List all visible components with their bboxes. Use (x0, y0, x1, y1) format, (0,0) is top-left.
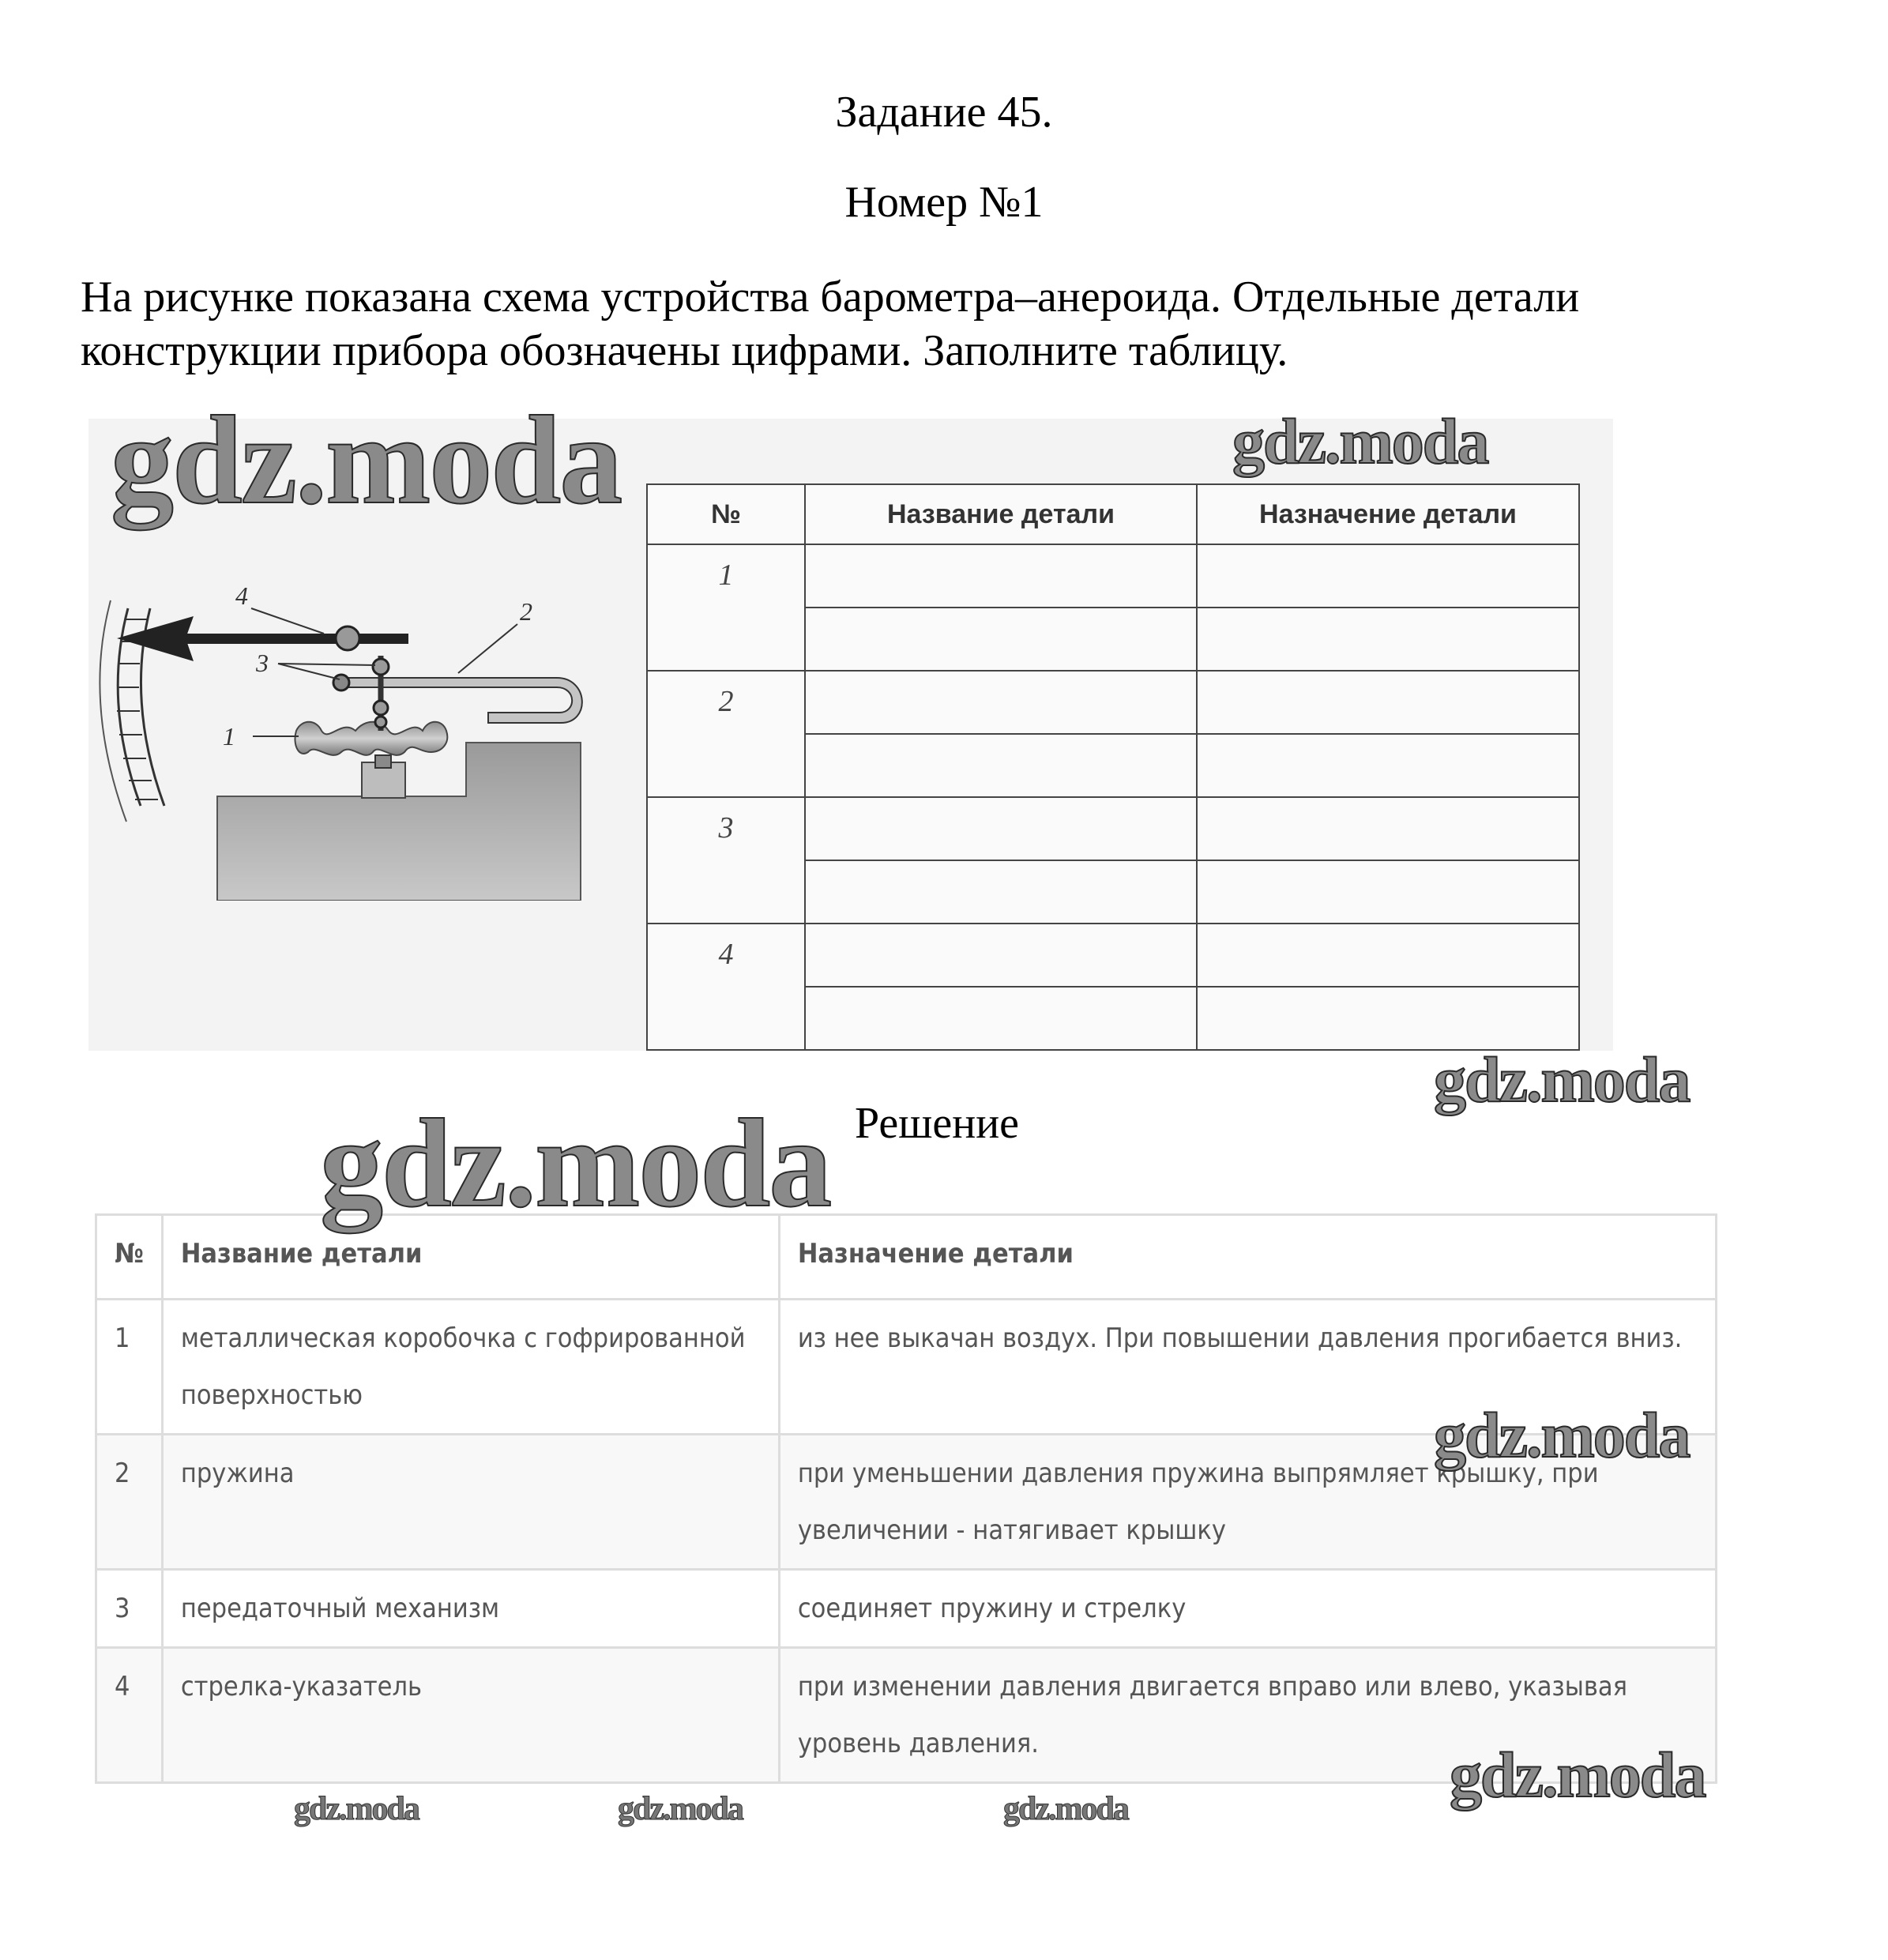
solution-label: Решение (855, 1099, 1020, 1148)
blank-row-number: 2 (647, 671, 805, 797)
figure-label-1: 1 (223, 722, 235, 751)
solution-header-name: Название детали (162, 1215, 779, 1300)
blank-row-number: 3 (647, 797, 805, 924)
watermark-logo: gdz.moda (1450, 1739, 1706, 1811)
blank-header-num: № (647, 484, 805, 544)
aneroid-box (295, 722, 447, 755)
blank-cell[interactable] (805, 860, 1197, 924)
blank-cell[interactable] (805, 734, 1197, 797)
solution-header-num: № (96, 1215, 163, 1300)
watermark-logo: gdz.moda (294, 1791, 419, 1827)
watermark-logo: gdz.moda (1434, 1044, 1690, 1115)
blank-cell[interactable] (1197, 797, 1579, 860)
transmission-mechanism (333, 656, 389, 731)
blank-row-number: 1 (647, 544, 805, 671)
watermark-logo: gdz.moda (1434, 1399, 1690, 1471)
blank-cell[interactable] (1197, 987, 1579, 1050)
row-number: 3 (96, 1570, 163, 1648)
blank-cell[interactable] (1197, 924, 1579, 987)
part-name: стрелка-указатель (162, 1648, 779, 1783)
table-row (96, 1570, 1717, 1648)
watermark-logo: gdz.moda (618, 1791, 743, 1827)
figure-label-4: 4 (235, 581, 248, 610)
watermark-logo: gdz.moda (320, 1093, 831, 1233)
blank-worksheet-table (646, 483, 1580, 1051)
blank-cell[interactable] (1197, 544, 1579, 608)
figure-label-2: 2 (520, 597, 532, 626)
part-name: пружина (162, 1435, 779, 1570)
solution-header-purpose: Назначение детали (779, 1215, 1716, 1300)
blank-cell[interactable] (1197, 608, 1579, 671)
watermark-logo: gdz.moda (1232, 405, 1488, 477)
part-purpose: соединяет пружину и стрелку (779, 1570, 1716, 1648)
part-name: металлическая коробочка с гофрированной поверхностью (162, 1300, 779, 1435)
barometer-diagram (95, 569, 608, 901)
spring (336, 678, 582, 723)
blank-row-number: 4 (647, 924, 805, 1050)
solution-table (95, 1213, 1717, 1784)
blank-cell[interactable] (805, 987, 1197, 1050)
blank-header-name: Название детали (805, 484, 1197, 544)
watermark-logo: gdz.moda (1003, 1791, 1128, 1827)
problem-text: На рисунке показана схема устройства барометра–анероида. Отдельные детали конструкции прибора обозначены цифрами. Заполните таблицу. (81, 273, 1580, 375)
figure-label-3: 3 (256, 649, 269, 677)
row-number: 2 (96, 1435, 163, 1570)
task-title: Задание 45. (835, 88, 1053, 137)
blank-cell[interactable] (1197, 671, 1579, 734)
blank-cell[interactable] (805, 671, 1197, 734)
part-purpose: из нее выкачан воздух. При повышении давления прогибается вниз. (779, 1300, 1716, 1435)
part-name: передаточный механизм (162, 1570, 779, 1648)
part-purpose: при уменьшении давления пружина выпрямляет крышку, при увеличении - натягивает крышку (779, 1435, 1716, 1570)
blank-header-purpose: Назначение детали (1197, 484, 1579, 544)
watermark-logo: gdz.moda (111, 389, 622, 530)
row-number: 1 (96, 1300, 163, 1435)
task-number: Номер №1 (844, 178, 1044, 227)
part-purpose: при изменении давления двигается вправо или влево, указывая уровень давления. (779, 1648, 1716, 1783)
blank-cell[interactable] (805, 544, 1197, 608)
row-number: 4 (96, 1648, 163, 1783)
blank-cell[interactable] (805, 924, 1197, 987)
blank-cell[interactable] (805, 797, 1197, 860)
blank-cell[interactable] (805, 608, 1197, 671)
blank-cell[interactable] (1197, 860, 1579, 924)
blank-cell[interactable] (1197, 734, 1579, 797)
